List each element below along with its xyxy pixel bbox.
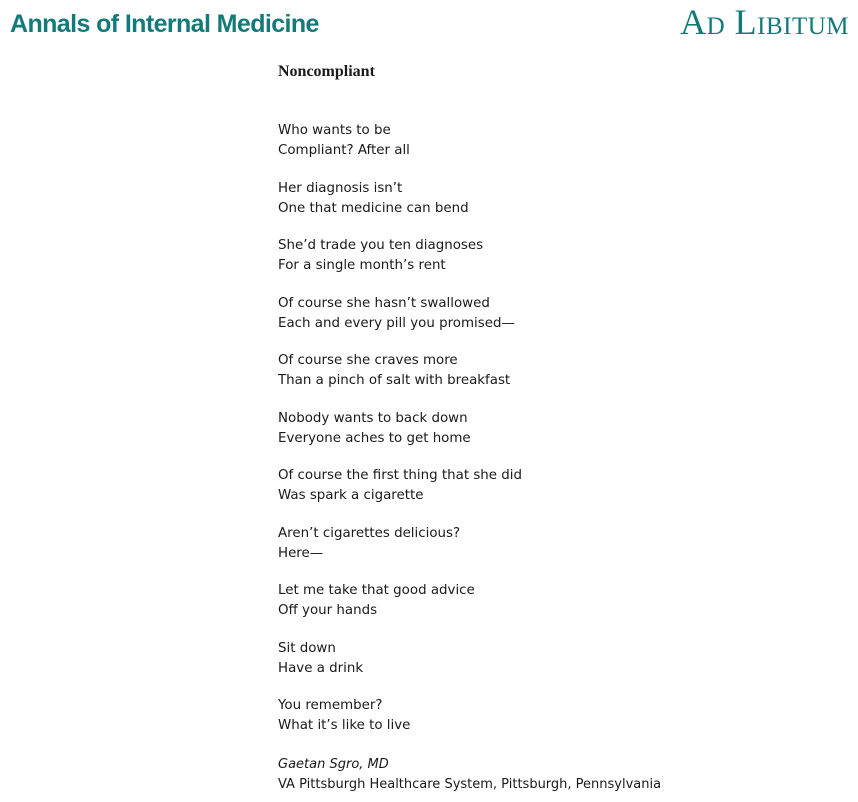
stanza: [278, 351, 522, 409]
stanza: [278, 409, 522, 467]
stanza: [278, 581, 522, 639]
stanza: [278, 466, 522, 524]
poem-line: One that medicine can bend: [278, 200, 469, 216]
poem-line: You remember?: [278, 698, 383, 713]
poem-line: Aren’t cigarettes delicious?: [278, 525, 461, 541]
journal-name: Annals of Internal Medicine: [10, 10, 319, 38]
poem-line: Have a drink: [278, 660, 364, 676]
poem-line: Was spark a cigarette: [278, 488, 424, 503]
stanza: [278, 121, 522, 179]
stanza: [278, 236, 522, 294]
poem-line: Her diagnosis isn’t: [278, 180, 403, 196]
poem-line: Everyone aches to get home: [278, 430, 471, 446]
poem-body: [278, 121, 522, 754]
poem-line: For a single month’s rent: [278, 258, 446, 273]
stanza: [278, 294, 522, 352]
author-affiliation: VA Pittsburgh Healthcare System, Pittsburgh, Pennsylvania: [278, 777, 662, 792]
author-name: Gaetan Sgro, MD: [278, 757, 389, 772]
poem-line: Sit down: [278, 640, 336, 656]
stanza: [278, 639, 522, 697]
poem-line: She’d trade you ten diagnoses: [278, 238, 484, 253]
poem-title: Noncompliant: [278, 63, 375, 80]
poem-line: Than a pinch of salt with breakfast: [278, 373, 511, 388]
poem-line: What it’s like to live: [278, 718, 411, 733]
byline: [278, 755, 661, 795]
section-name: Ad Libitum: [680, 2, 849, 42]
poem-line: Of course she hasn’t swallowed: [278, 295, 490, 311]
poem-line: Of course the first thing that she did: [278, 468, 523, 483]
poem-line: Nobody wants to back down: [278, 410, 468, 426]
poem-line: Who wants to be: [278, 123, 391, 138]
poem-line: Here—: [278, 545, 324, 561]
poem-line: Of course she craves more: [278, 353, 458, 368]
poem-line: Off your hands: [278, 603, 378, 618]
stanza: [278, 524, 522, 582]
poem-line: Each and every pill you promised—: [278, 315, 515, 331]
stanza: [278, 696, 522, 754]
poem-line: Let me take that good advice: [278, 583, 475, 598]
stanza: [278, 179, 522, 237]
poem-line: Compliant? After all: [278, 143, 410, 158]
